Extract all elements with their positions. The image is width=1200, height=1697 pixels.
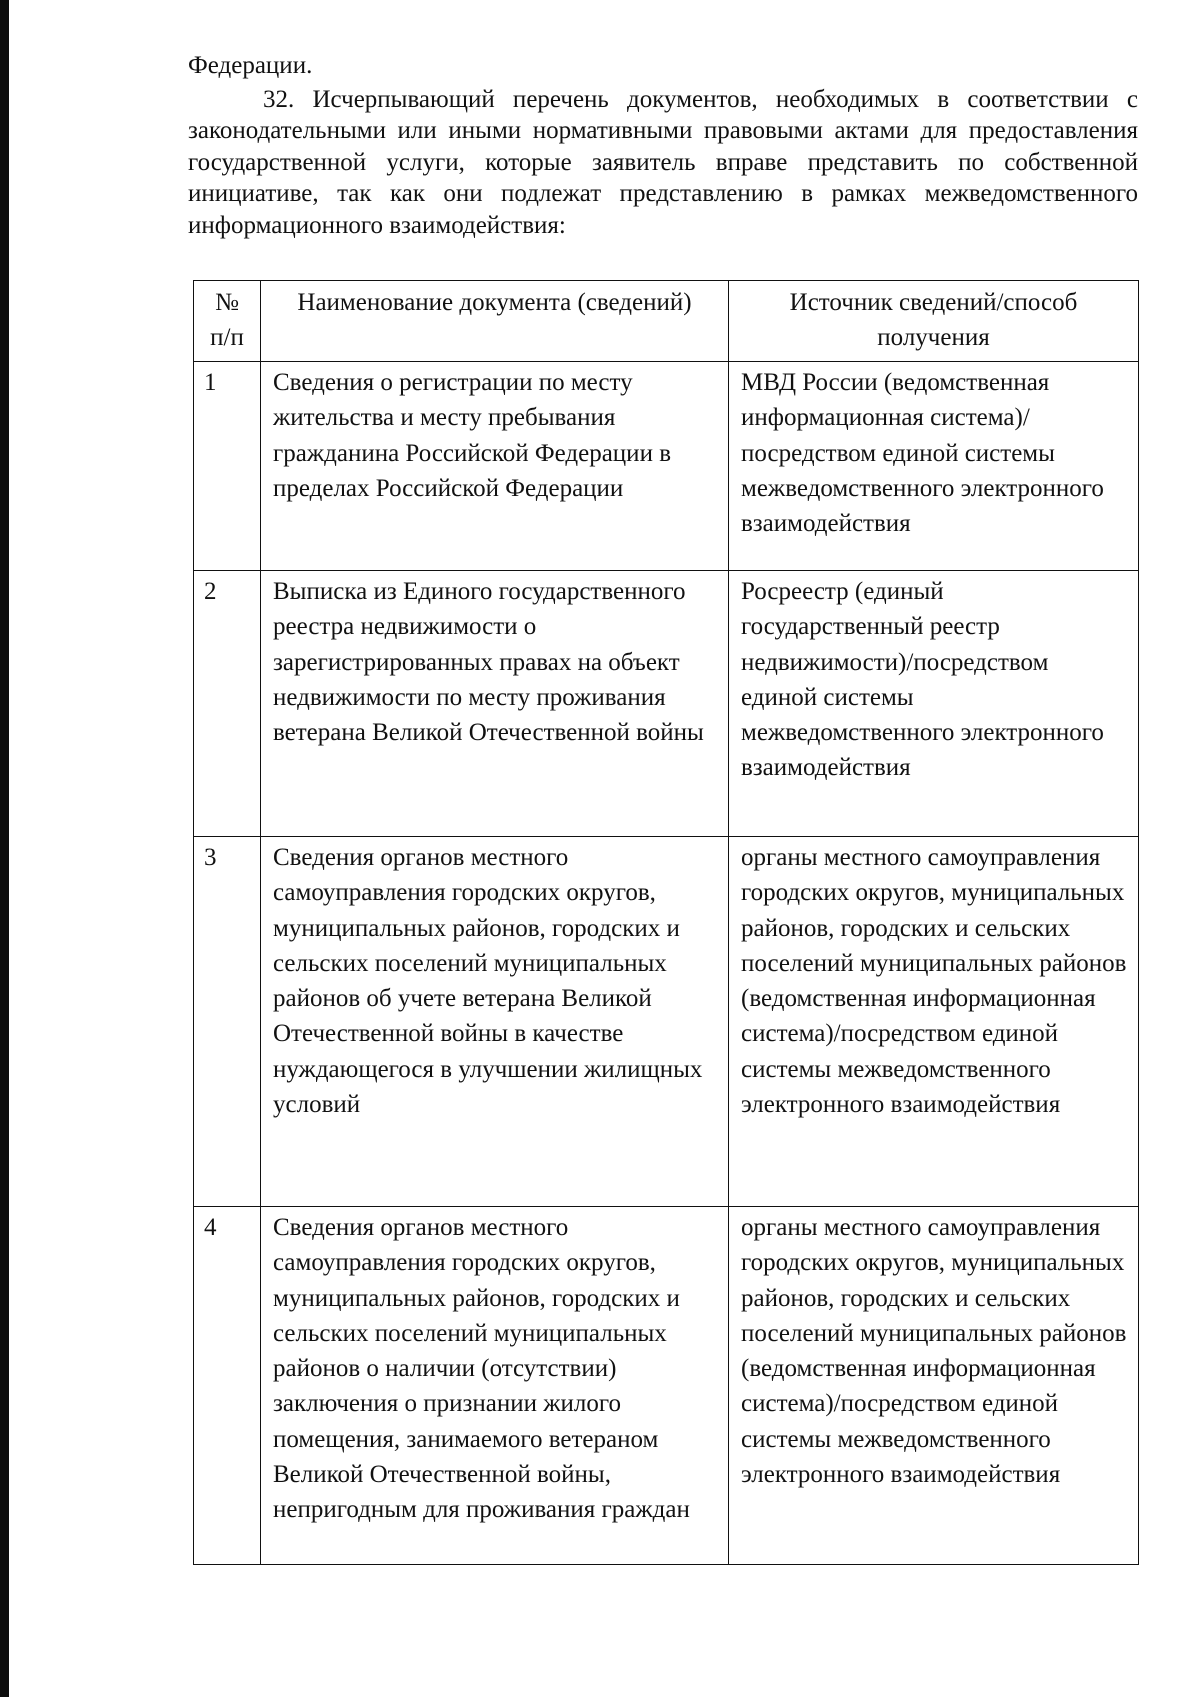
document-name: Выписка из Единого государственного реестра недвижимости о зарегистрированных правах на объект недвижимости по месту проживания ветерана Великой Отечественной войны: [261, 571, 729, 837]
header-source: Источник сведений/способ получения: [729, 281, 1139, 362]
document-source: органы местного самоуправления городских округов, муниципальных районов, городских и сельских поселений муниципальных районов (ведомственная информационная система)/посредством единой системы межведомственного электронного взаимодействия: [729, 1207, 1139, 1565]
table-row: [194, 837, 1139, 1207]
document-source: органы местного самоуправления городских округов, муниципальных районов, городских и сельских поселений муниципальных районов (ведомственная информационная система)/посредством единой системы межведомственного электронного взаимодействия: [729, 837, 1139, 1207]
scan-edge: [0, 0, 9, 1697]
row-number: 2: [194, 571, 261, 837]
document-body: [188, 50, 1138, 241]
continuation-text: Федерации.: [188, 52, 313, 79]
table-row: [194, 1207, 1139, 1565]
table-header-row: [194, 281, 1139, 362]
table-row: [194, 362, 1139, 571]
header-document-name: Наименование документа (сведений): [261, 281, 729, 362]
documents-table: [193, 280, 1139, 1565]
document-name: Сведения о регистрации по месту жительства и месту пребывания гражданина Российской Федерации в пределах Российской Федерации: [261, 362, 729, 571]
document-source: МВД России (ведомственная информационная система)/посредством единой системы межведомственного электронного взаимодействия: [729, 362, 1139, 571]
table-row: [194, 571, 1139, 837]
document-source: Росреестр (единый государственный реестр недвижимости)/посредством единой системы межведомственного электронного взаимодействия: [729, 571, 1139, 837]
row-number: 3: [194, 837, 261, 1207]
header-number: № п/п: [194, 281, 261, 362]
row-number: 1: [194, 362, 261, 571]
document-name: Сведения органов местного самоуправления городских округов, муниципальных районов, городских и сельских поселений муниципальных районов о наличии (отсутствии) заключения о признании жилого помещения, занимаемого ветераном Великой Отечественной войны, непригодным для проживания граждан: [261, 1207, 729, 1565]
paragraph-32: 32. Исчерпывающий перечень документов, необходимых в соответствии с законодательными или иными нормативными правовыми актами для предоставления государственной услуги, которые заявитель вправе представить по собственной инициативе, так как они подлежат представлению в рамках межведомственного информационного взаимодействия:: [188, 85, 1138, 239]
row-number: 4: [194, 1207, 261, 1565]
document-name: Сведения органов местного самоуправления городских округов, муниципальных районов, городских и сельских поселений муниципальных районов об учете ветерана Великой Отечественной войны в качестве нуждающегося в улучшении жилищных условий: [261, 837, 729, 1207]
